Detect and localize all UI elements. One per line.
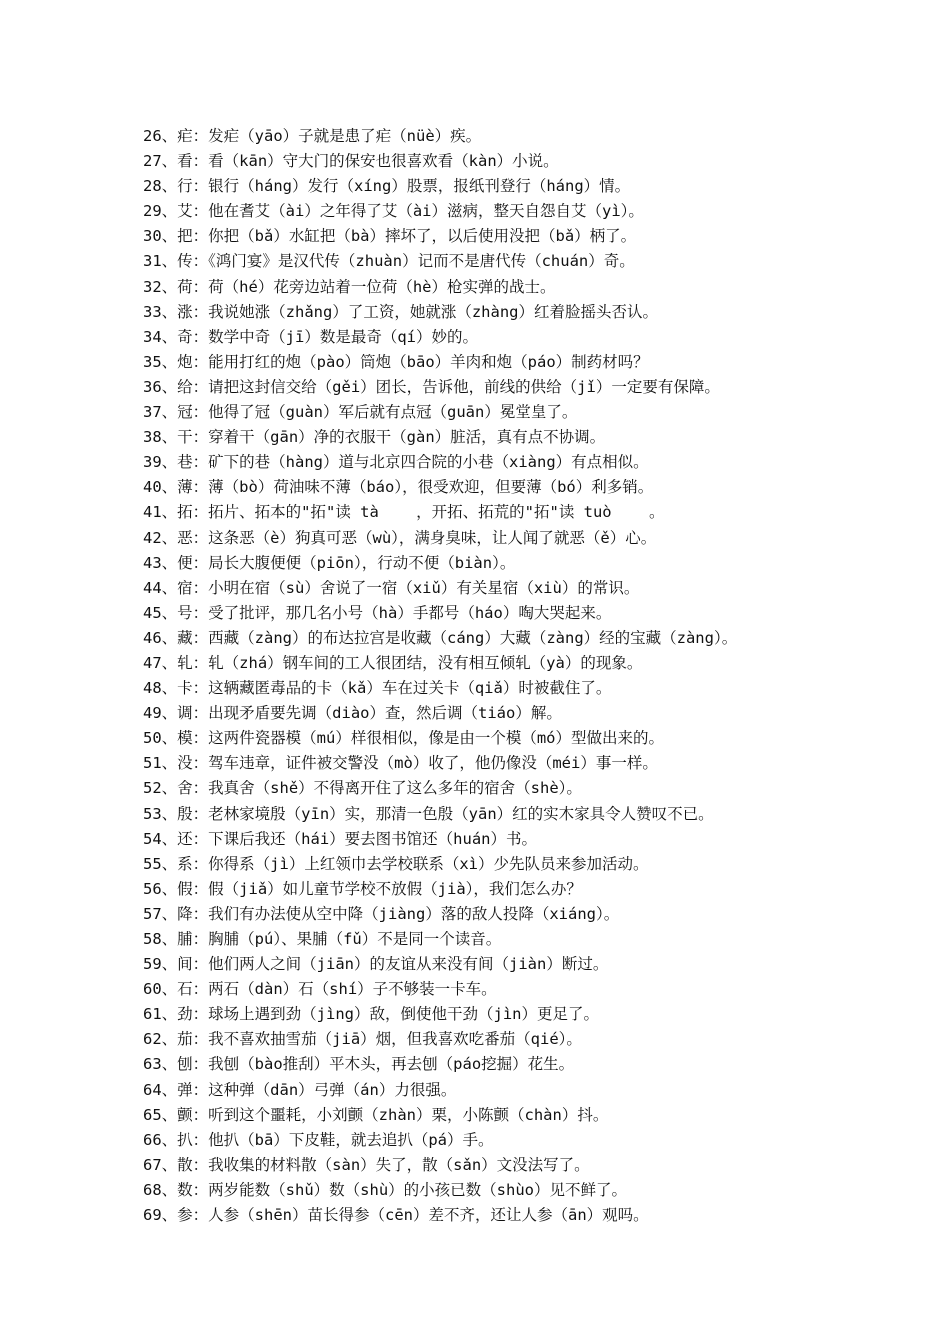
list-item: 38、干：穿着干（gān）净的衣服干（gàn）脏活，真有点不协调。 — [143, 428, 606, 447]
list-item: 57、降：我们有办法使从空中降（jiàng）落的敌人投降（xiáng）。 — [143, 904, 620, 923]
list-item: 61、劲：球场上遇到劲（jìng）敌，倒使他干劲（jìn）更足了。 — [143, 1005, 599, 1024]
list-item: 68、数：两岁能数（shǔ）数（shù）的小孩已数（shùo）见不鲜了。 — [143, 1180, 627, 1199]
list-item: 47、轧：轧（zhá）钢车间的工人很团结，没有相互倾轧（yà）的现象。 — [143, 653, 643, 672]
list-item: 59、间：他们两人之间（jiān）的友谊从来没有间（jiàn）断过。 — [143, 955, 609, 974]
list-item: 43、便：局长大腹便便（piōn），行动不便（biàn）。 — [143, 553, 516, 572]
list-item: 53、殷：老林家境殷（yīn）实，那清一色殷（yān）红的实木家具令人赞叹不已。 — [143, 804, 714, 823]
list-item: 48、卡：这辆藏匿毒品的卡（kǎ）车在过关卡（qiǎ）时被截住了。 — [143, 679, 612, 698]
list-item: 35、炮：能用打红的炮（pào）筒炮（bāo）羊肉和炮（páo）制药材吗？ — [143, 352, 649, 371]
list-item: 54、还：下课后我还（hái）要去图书馆还（huán）书。 — [143, 829, 537, 848]
list-item: 69、参：人参（shēn）苗长得参（cēn）差不齐，还让人参（ān）观吗。 — [143, 1206, 649, 1225]
list-item: 58、脯：胸脯（pú）、果脯（fǔ）不是同一个读音。 — [143, 930, 502, 948]
list-item: 50、模：这两件瓷器模（mú）样很相似，像是由一个模（mó）型做出来的。 — [143, 729, 664, 748]
list-item: 55、系：你得系（jì）上红领巾去学校联系（xì）少先队员来参加活动。 — [143, 854, 649, 873]
list-item: 65、颤：听到这个噩耗，小刘颤（zhàn）栗，小陈颤（chàn）抖。 — [143, 1105, 609, 1124]
list-item: 62、茄：我不喜欢抽雪茄（jiā）烟，但我喜欢吃番茄（qié）。 — [143, 1030, 582, 1049]
list-item: 39、巷：矿下的巷（hàng）道与北京四合院的小巷（xiàng）有点相似。 — [143, 453, 649, 472]
list-item: 26、疟：发疟（yāo）子就是患了疟（nüè）疾。 — [143, 127, 482, 145]
list-item: 45、号：受了批评，那几名小号（hà）手都号（háo）啕大哭起来。 — [143, 603, 612, 622]
list-item: 56、假：假（jiǎ）如儿童节学校不放假（jià），我们怎么办？ — [143, 879, 582, 898]
list-item: 41、拓：拓片、拓本的"拓"读 tà ，开拓、拓荒的"拓"读 tuò 。 — [143, 503, 665, 522]
list-item: 42、恶：这条恶（è）狗真可恶（wù），满身臭味，让人闻了就恶（ě）心。 — [143, 528, 657, 547]
list-item: 51、没：驾车违章，证件被交警没（mò）收了，他仍像没（méi）事一样。 — [143, 754, 658, 773]
list-item: 33、涨：我说她涨（zhǎng）了工资，她就涨（zhàng）红着脸摇头否认。 — [143, 302, 658, 321]
list-item: 29、艾：他在耆艾（ài）之年得了艾（ài）滋病，整天自怨自艾（yì）。 — [143, 202, 644, 221]
list-item: 30、把：你把（bǎ）水缸把（bà）摔坏了，以后使用没把（bǎ）柄了。 — [143, 227, 637, 246]
list-item: 67、散：我收集的材料散（sàn）失了，散（sǎn）文没法写了。 — [143, 1155, 590, 1174]
list-item: 40、薄：薄（bò）荷油味不薄（báo），很受欢迎，但要薄（bó）利多销。 — [143, 478, 654, 497]
list-item: 60、石：两石（dàn）石（shí）子不够装一卡车。 — [143, 980, 497, 999]
list-item: 64、弹：这种弹（dān）弓弹（án）力很强。 — [143, 1080, 457, 1099]
list-item: 49、调：出现矛盾要先调（diào）查，然后调（tiáo）解。 — [143, 704, 562, 723]
list-item: 52、舍：我真舍（shě）不得离开住了这么多年的宿舍（shè）。 — [143, 779, 582, 798]
list-item: 63、刨：我刨（bào推刮）平木头，再去刨（páo挖掘）花生。 — [143, 1055, 575, 1074]
list-item: 27、看：看（kān）守大门的保安也很喜欢看（kàn）小说。 — [143, 152, 559, 171]
list-item: 34、奇：数学中奇（jī）数是最奇（qí）妙的。 — [143, 327, 478, 346]
list-item: 66、扒：他扒（bā）下皮鞋，就去追扒（pá）手。 — [143, 1130, 494, 1149]
list-item: 44、宿：小明在宿（sù）舍说了一宿（xiǔ）有关星宿（xiù）的常识。 — [143, 578, 640, 597]
list-item: 31、传：《鸿门宴》是汉代传（zhuàn）记而不是唐代传（chuán）奇。 — [143, 252, 635, 271]
list-item: 37、冠：他得了冠（guàn）军后就有点冠（guān）冕堂皇了。 — [143, 403, 578, 422]
list-item: 28、行：银行（háng）发行（xíng）股票，报纸刊登行（háng）情。 — [143, 177, 631, 196]
list-item: 36、给：请把这封信交给（gěi）团长，告诉他，前线的供给（jǐ）一定要有保障。 — [143, 377, 720, 396]
polyphone-list — [143, 124, 933, 1228]
list-item: 46、藏：西藏（zàng）的布达拉宫是收藏（cáng）大藏（zàng）经的宝藏（zàng）。 — [143, 628, 738, 647]
list-item: 32、荷：荷（hé）花旁边站着一位荷（hè）枪实弹的战士。 — [143, 277, 556, 296]
